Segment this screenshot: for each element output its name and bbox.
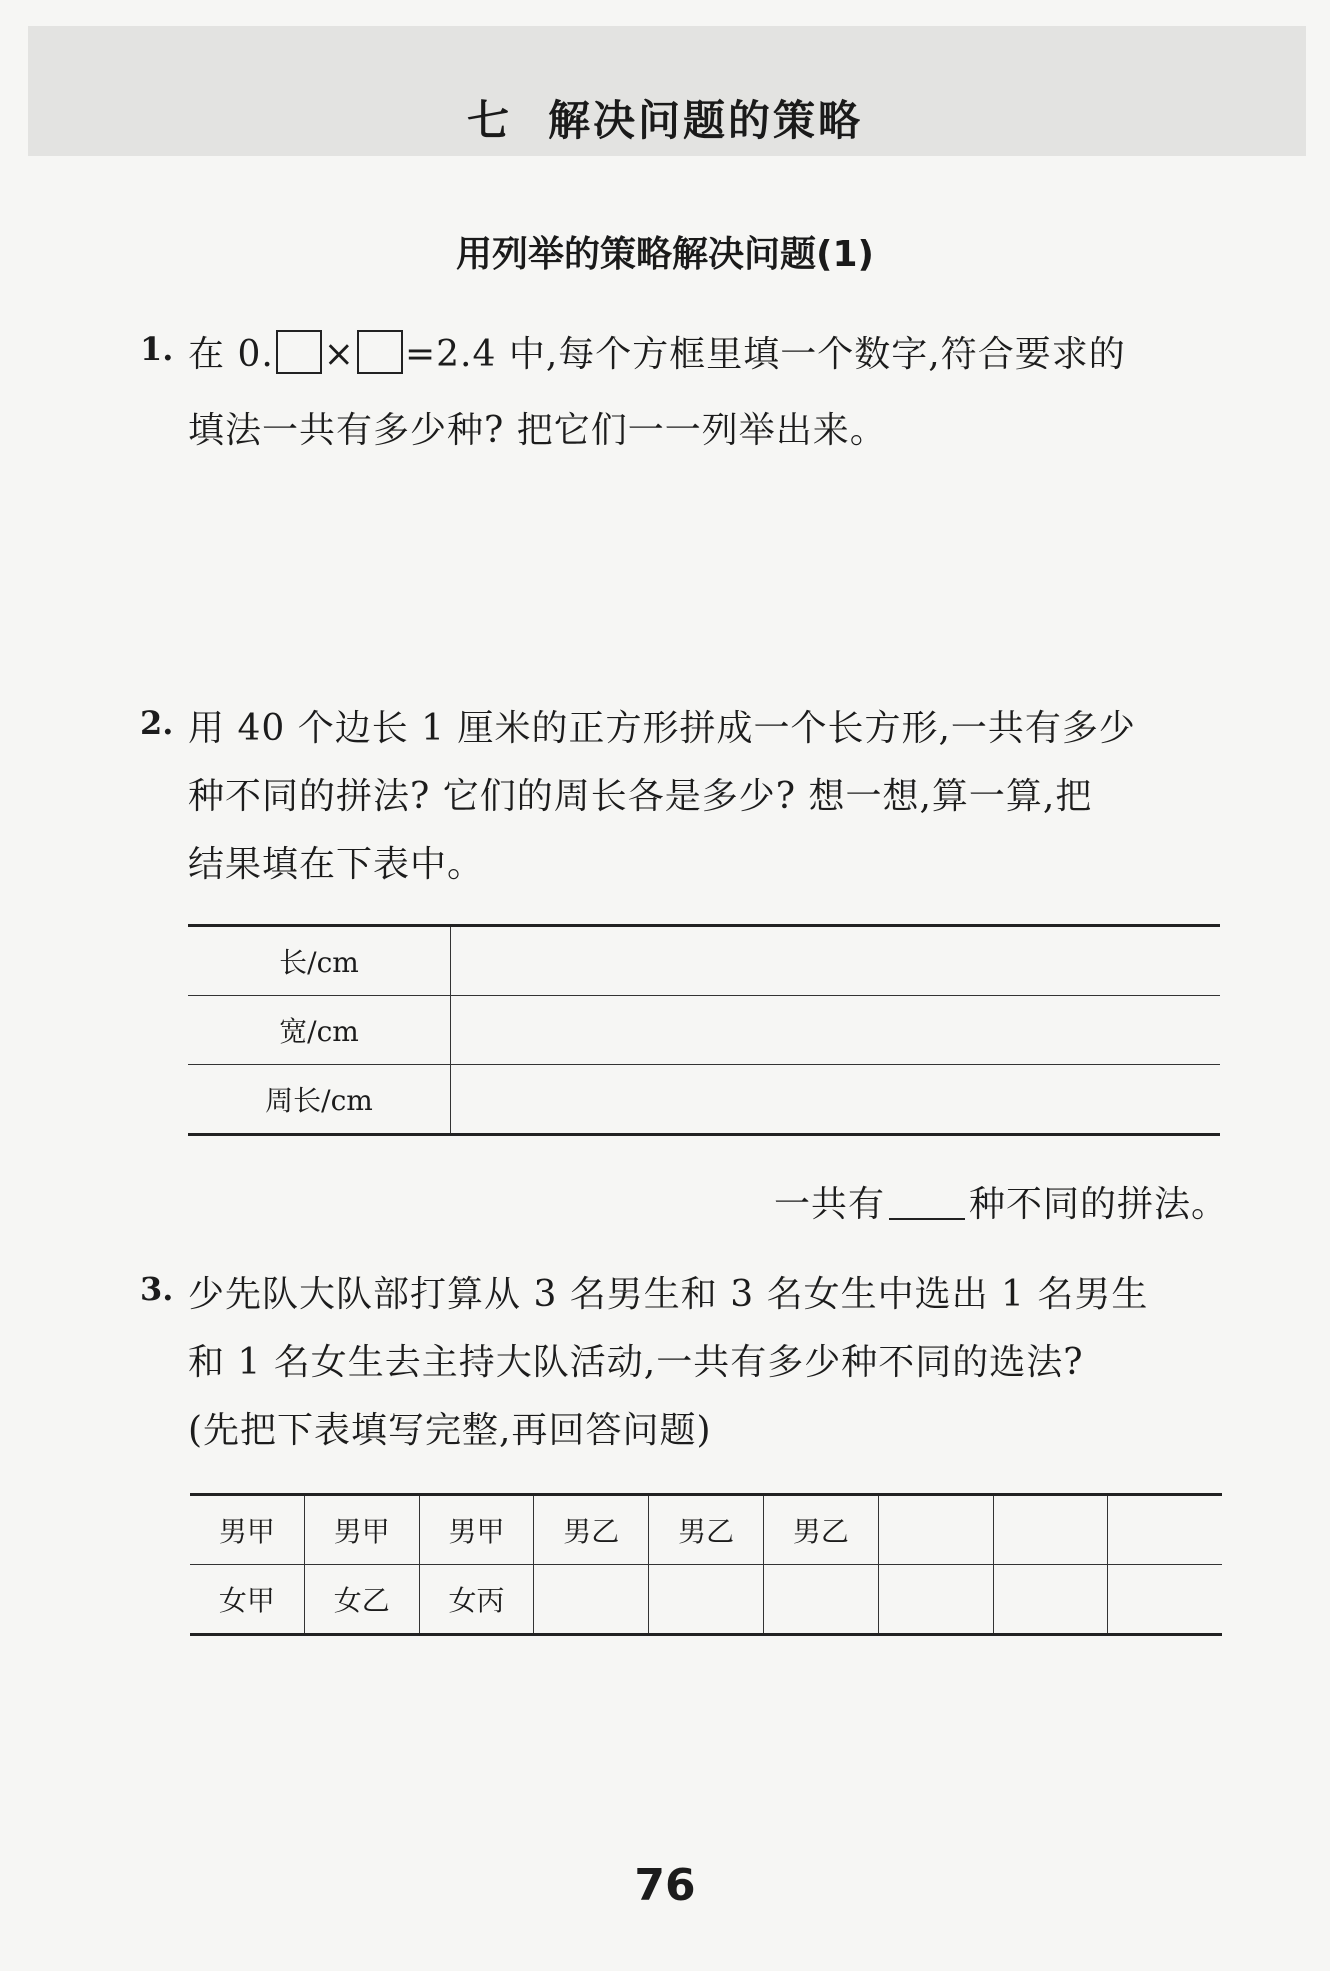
empty-cell[interactable] <box>1108 1495 1222 1565</box>
empty-cell[interactable] <box>878 1565 993 1635</box>
question-3-line-1: 少先队大队部打算从 3 名男生和 3 名女生中选出 1 名男生 <box>188 1274 1149 1315</box>
girl-cell: 女乙 <box>304 1565 419 1635</box>
boy-cell: 男甲 <box>419 1495 534 1565</box>
question-1-text-post: =2.4 中,每个方框里填一个数字,符合要求的 <box>404 334 1126 375</box>
empty-cell[interactable] <box>993 1495 1108 1565</box>
answer-box-1[interactable] <box>276 330 322 374</box>
girl-cell: 女丙 <box>419 1565 534 1635</box>
boy-cell: 男乙 <box>763 1495 878 1565</box>
empty-cell[interactable] <box>1108 1565 1222 1635</box>
girl-cell: 女甲 <box>190 1565 304 1635</box>
page-number: 76 <box>634 1860 696 1911</box>
question-3-line-3: (先把下表填写完整,再回答问题) <box>188 1410 712 1451</box>
row-label-width: 宽/cm <box>188 996 451 1065</box>
table-row <box>188 926 1220 996</box>
question-1-number: 1. <box>140 330 174 368</box>
width-answer-cell[interactable] <box>451 996 1221 1065</box>
question-1-line-1 <box>188 326 1228 377</box>
empty-cell[interactable] <box>649 1565 764 1635</box>
question-2-line-2: 种不同的拼法? 它们的周长各是多少? 想一想,算一算,把 <box>188 776 1093 817</box>
chapter-number: 七 <box>466 96 512 145</box>
answer-text-post: 种不同的拼法。 <box>968 1184 1228 1225</box>
empty-cell[interactable] <box>763 1565 878 1635</box>
boy-cell: 男乙 <box>534 1495 649 1565</box>
chapter-title <box>0 88 1330 148</box>
question-1-text-pre: 在 0. <box>188 334 274 375</box>
question-3-number: 3. <box>140 1270 174 1308</box>
question-1-line-2: 填法一共有多少种? 把它们一一列举出来。 <box>188 410 887 451</box>
table-row <box>188 1065 1220 1135</box>
question-2-line-1: 用 40 个边长 1 厘米的正方形拼成一个长方形,一共有多少 <box>188 708 1136 749</box>
table-row <box>190 1495 1222 1565</box>
table-row <box>190 1565 1222 1635</box>
length-answer-cell[interactable] <box>451 926 1221 996</box>
dimensions-table <box>188 924 1220 1136</box>
answer-box-2[interactable] <box>357 330 403 374</box>
empty-cell[interactable] <box>534 1565 649 1635</box>
times-sign: × <box>323 334 355 375</box>
answer-blank[interactable] <box>889 1188 965 1220</box>
table-row <box>188 996 1220 1065</box>
question-3-line-2: 和 1 名女生去主持大队活动,一共有多少种不同的选法? <box>188 1342 1084 1383</box>
row-label-perimeter: 周长/cm <box>188 1065 451 1135</box>
question-2-number: 2. <box>140 704 174 742</box>
boy-cell: 男甲 <box>190 1495 304 1565</box>
section-title: 用列举的策略解决问题(1) <box>456 234 874 275</box>
perimeter-answer-cell[interactable] <box>451 1065 1221 1135</box>
question-2-answer-line <box>774 1176 1228 1227</box>
empty-cell[interactable] <box>878 1495 993 1565</box>
empty-cell[interactable] <box>993 1565 1108 1635</box>
boy-cell: 男乙 <box>649 1495 764 1565</box>
row-label-length: 长/cm <box>188 926 451 996</box>
chapter-name: 解决问题的策略 <box>548 96 864 145</box>
question-2-line-3: 结果填在下表中。 <box>188 844 485 885</box>
selection-table <box>190 1493 1222 1636</box>
answer-text-pre: 一共有 <box>773 1184 885 1225</box>
boy-cell: 男甲 <box>304 1495 419 1565</box>
